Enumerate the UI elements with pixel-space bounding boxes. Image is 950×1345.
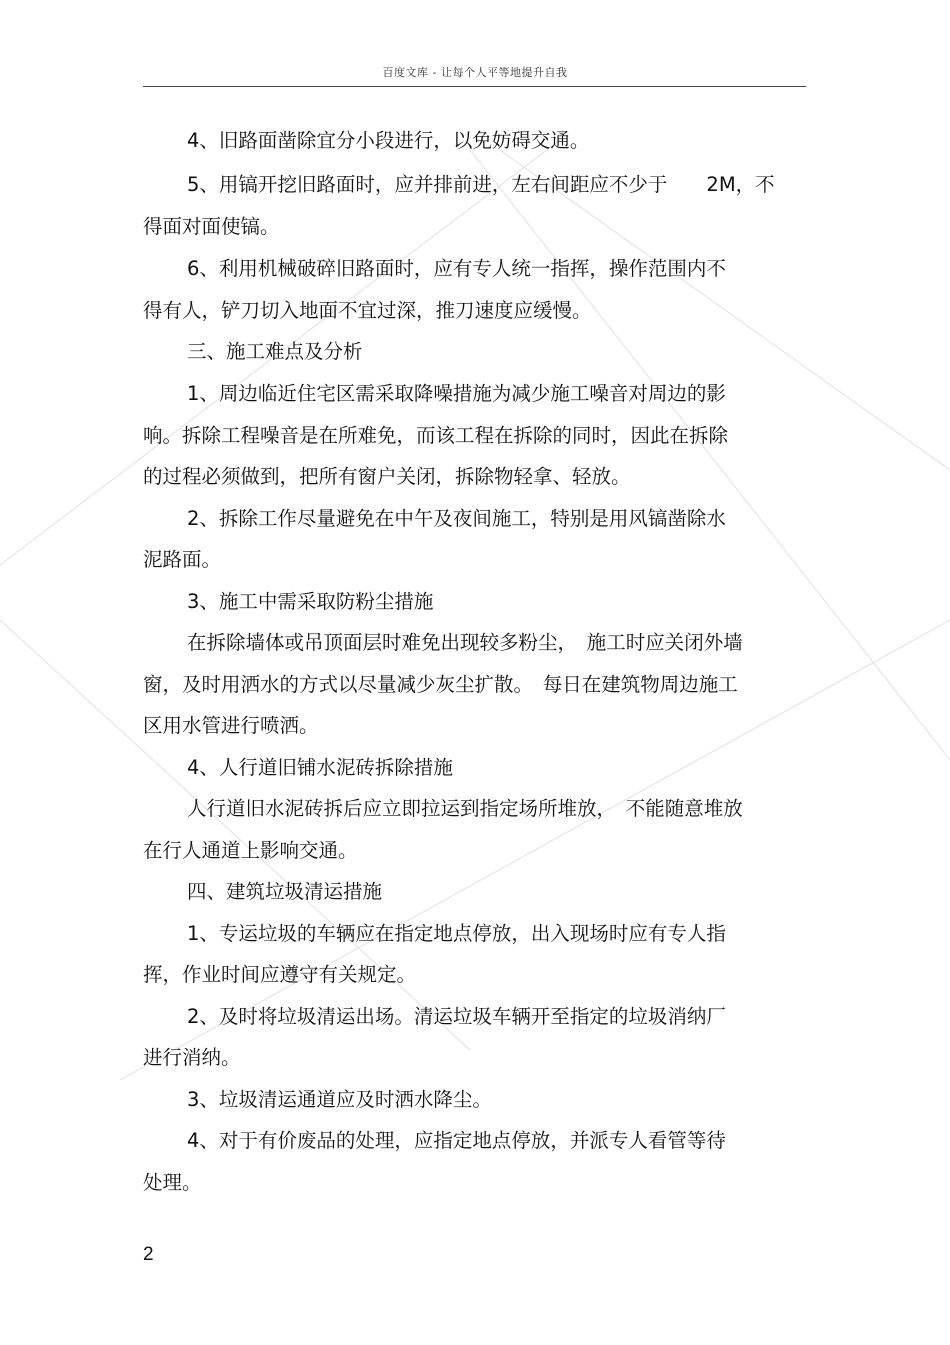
section-heading: 四、建筑垃圾清运措施	[187, 880, 383, 903]
paragraph-line: 泥路面。	[143, 548, 222, 571]
paragraph-line: 区用水管进行喷洒。	[143, 714, 319, 737]
paragraph-line: 1、周边临近住宅区需采取降噪措施为减少施工噪音对周边的影	[187, 382, 726, 405]
paragraph-line: 4、对于有价废品的处理，应指定地点停放，并派专人看管等待	[187, 1129, 726, 1152]
paragraph-line: 处理。	[143, 1171, 202, 1194]
paragraph-line: 3、垃圾清运通道应及时洒水降尘。	[187, 1088, 492, 1111]
header-divider	[143, 86, 806, 87]
paragraph-line: 人行道旧水泥砖拆后应立即拉运到指定场所堆放， 不能随意堆放	[187, 797, 743, 820]
paragraph-line: 得面对面使镐。	[143, 215, 280, 238]
paragraph-line: 在拆除墙体或吊顶面层时难免出现较多粉尘， 施工时应关闭外墙	[187, 631, 743, 654]
paragraph-line: 4、旧路面凿除宜分小段进行，以免妨碍交通。	[187, 129, 590, 152]
page-header: 百度文库 - 让每个人平等地提升自我	[382, 66, 568, 79]
paragraph-line: 窗，及时用洒水的方式以尽量减少灰尘扩散。 每日在建筑物周边施工	[143, 673, 738, 696]
page-number: 2	[143, 1244, 154, 1265]
paragraph-line: 5、用镐开挖旧路面时，应并排前进，左右间距应不少于 2M，不	[187, 173, 775, 196]
paragraph-line: 2、拆除工作尽量避免在中午及夜间施工，特别是用风镐凿除水	[187, 507, 726, 530]
paragraph-line: 2、及时将垃圾清运出场。清运垃圾车辆开至指定的垃圾消纳厂	[187, 1005, 726, 1028]
section-heading: 三、施工难点及分析	[187, 340, 363, 363]
paragraph-line: 进行消纳。	[143, 1046, 241, 1069]
paragraph-line: 得有人，铲刀切入地面不宜过深，推刀速度应缓慢。	[143, 299, 592, 322]
paragraph-line: 6、利用机械破碎旧路面时，应有专人统一指挥，操作范围内不	[187, 257, 726, 280]
paragraph-line: 挥，作业时间应遵守有关规定。	[143, 963, 417, 986]
paragraph-line: 1、专运垃圾的车辆应在指定地点停放，出入现场时应有专人指	[187, 922, 726, 945]
paragraph-line: 在行人通道上影响交通。	[143, 839, 358, 862]
paragraph-line: 的过程必须做到，把所有窗户关闭，拆除物轻拿、轻放。	[143, 465, 631, 488]
paragraph-line: 3、施工中需采取防粉尘措施	[187, 590, 434, 613]
paragraph-line: 响。拆除工程噪音是在所难免，而该工程在拆除的同时，因此在拆除	[143, 424, 729, 447]
paragraph-line: 4、人行道旧铺水泥砖拆除措施	[187, 756, 453, 779]
